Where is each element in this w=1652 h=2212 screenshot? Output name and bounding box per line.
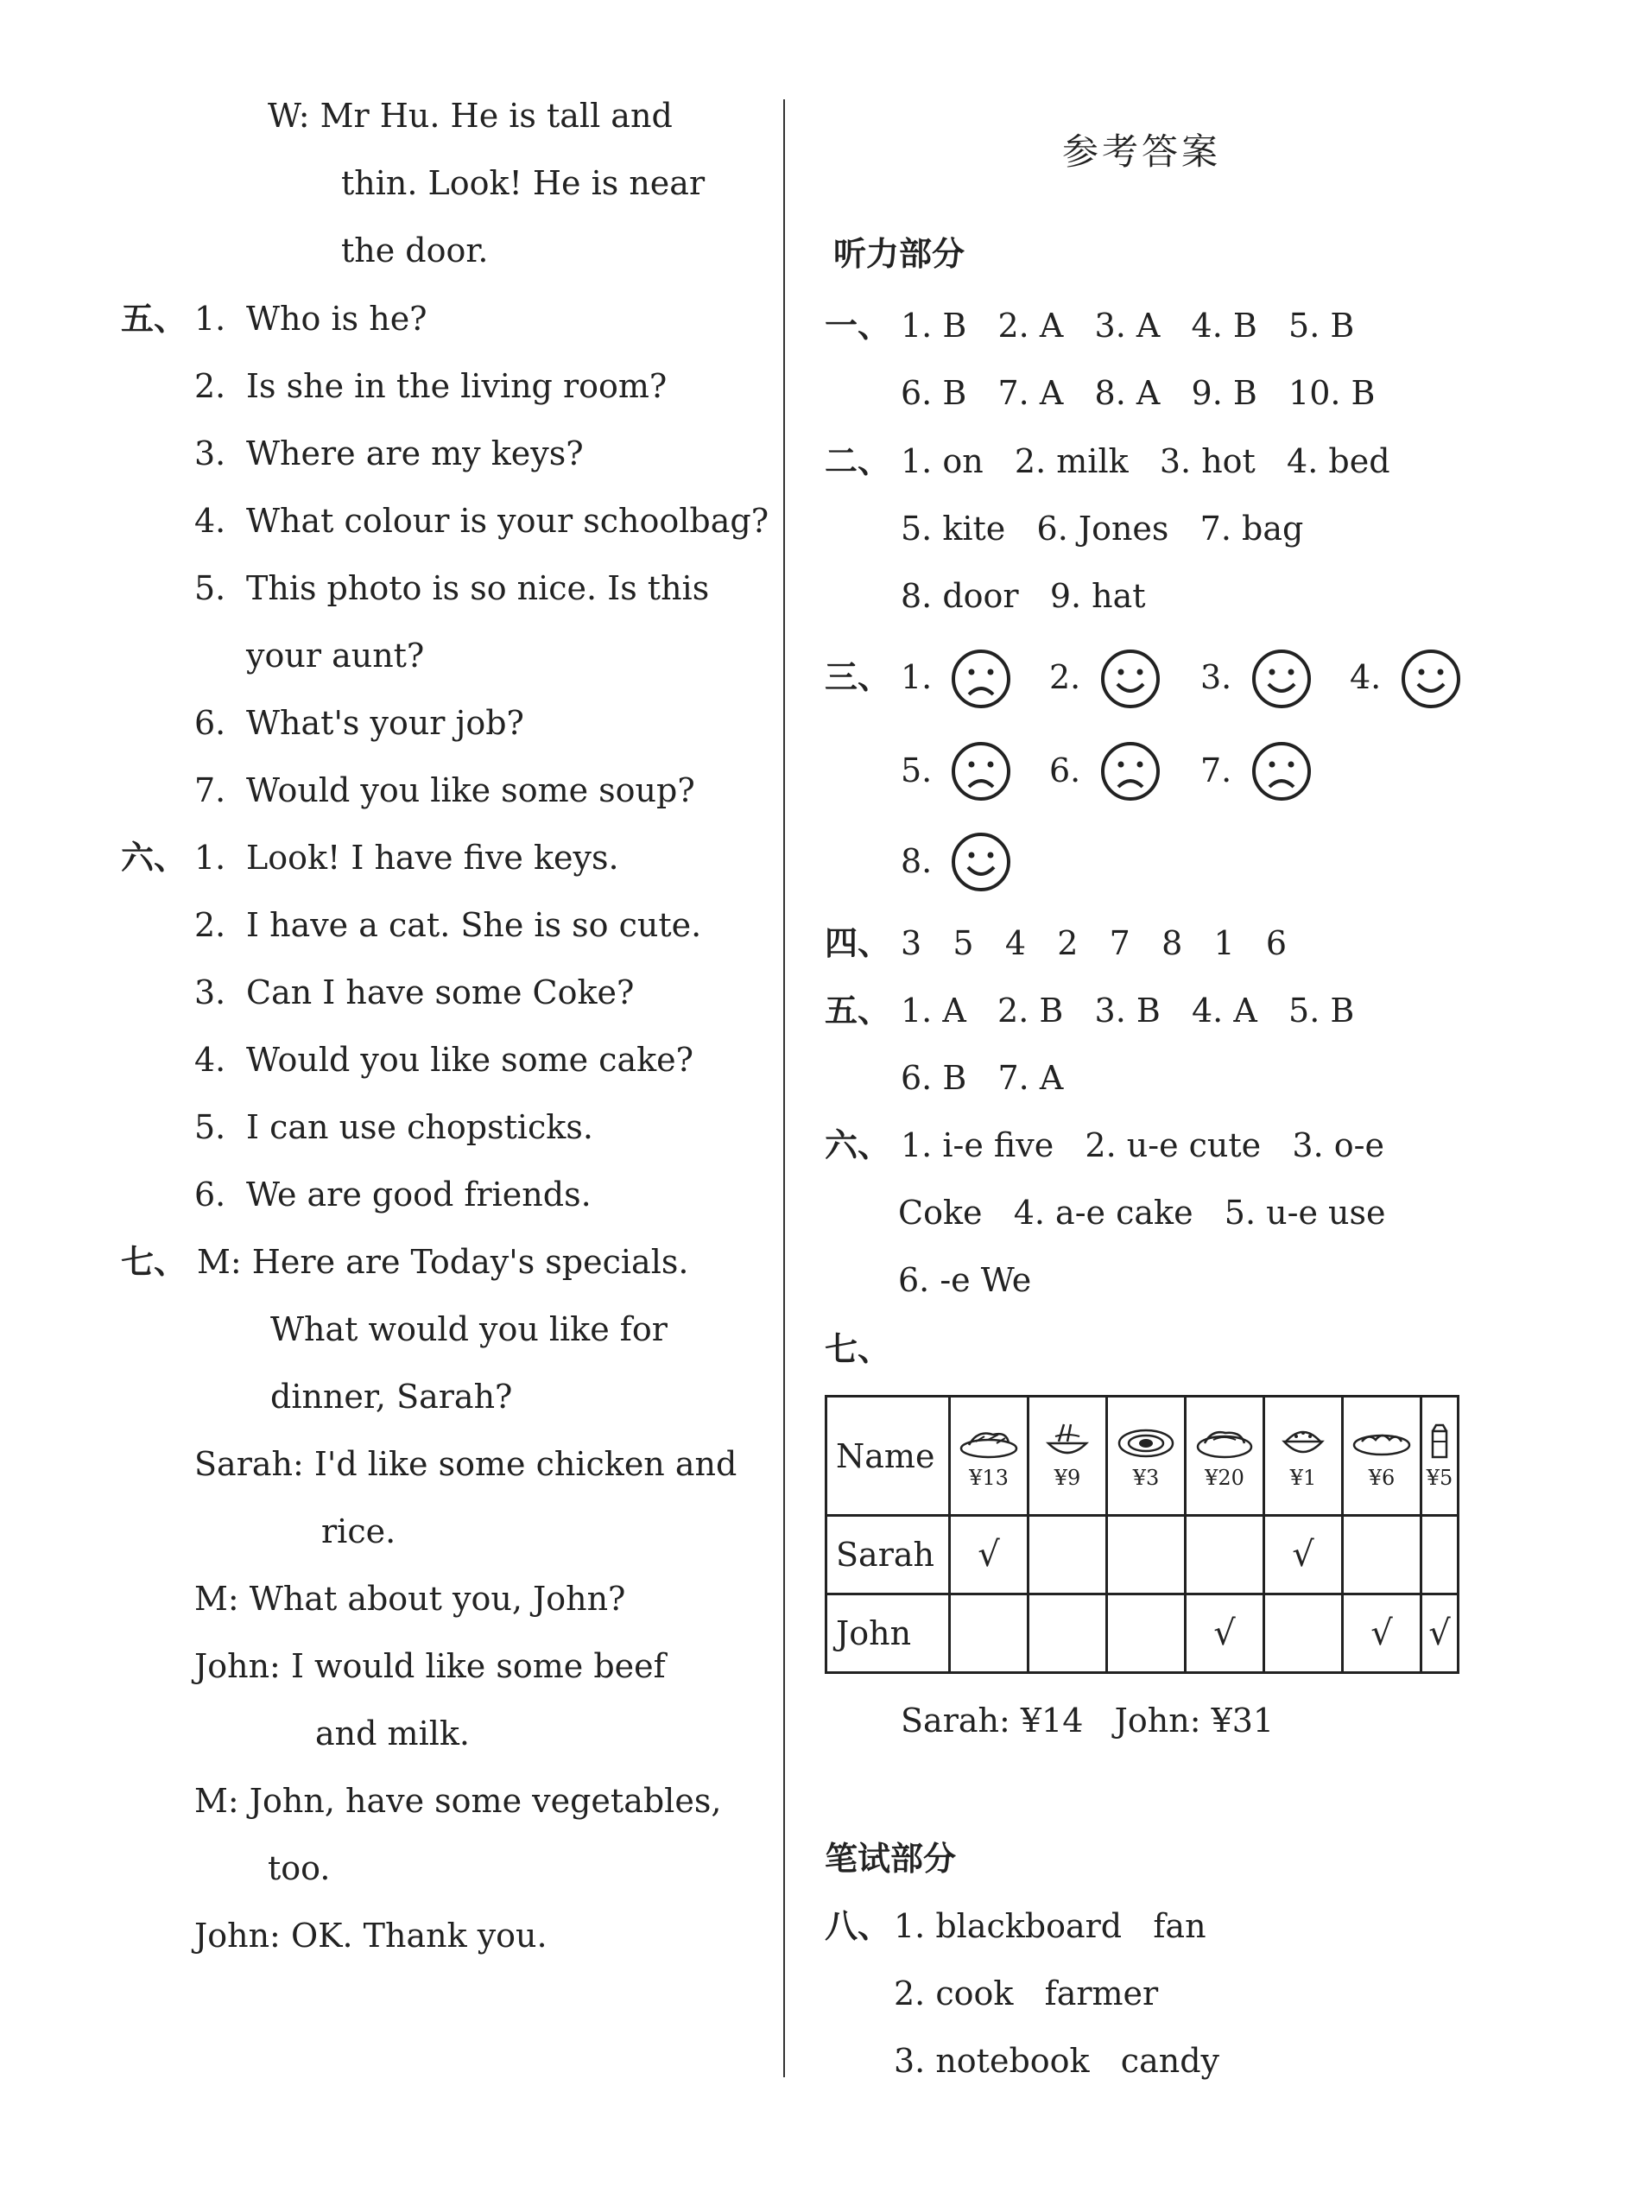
section-4-mark: 四、 bbox=[825, 924, 891, 962]
item-number: 4. bbox=[194, 502, 226, 540]
dialogue-line: Sarah: I'd like some chicken and bbox=[194, 1445, 737, 1483]
dialogue-line: John: OK. Thank you. bbox=[194, 1917, 548, 1955]
item-number: 3. bbox=[1200, 658, 1232, 696]
answer-row: 1. on 2. milk 3. hot 4. bed bbox=[901, 442, 1390, 480]
sentence-text: We are good friends. bbox=[246, 1176, 592, 1214]
name-header: Name bbox=[826, 1397, 950, 1516]
answer-row: 6. B 7. A 8. A 9. B 10. B bbox=[901, 374, 1376, 412]
section-3-mark: 三、 bbox=[825, 658, 891, 696]
sad-face-icon bbox=[950, 740, 1012, 802]
question-text: What's your job? bbox=[246, 704, 524, 742]
item-number: 5. bbox=[194, 1108, 226, 1146]
answer-row: 1. i-e five 2. u-e cute 3. o-e bbox=[901, 1126, 1384, 1164]
food-column-chicken bbox=[950, 1397, 1029, 1516]
price-label: ¥5 bbox=[1426, 1465, 1453, 1490]
dialogue-line: M: What about you, John? bbox=[194, 1580, 626, 1618]
item-number: 3. bbox=[194, 973, 226, 1011]
question-text: your aunt? bbox=[246, 637, 425, 675]
item-number: 3. bbox=[194, 434, 226, 472]
food-column-milk bbox=[1421, 1397, 1459, 1516]
check-cell bbox=[1264, 1594, 1343, 1673]
question-text: Is she in the living room? bbox=[246, 367, 668, 405]
dialogue-line: John: I would like some beef bbox=[194, 1647, 666, 1685]
dialogue-line: the door. bbox=[341, 231, 489, 269]
answer-row: 1. A 2. B 3. B 4. A 5. B bbox=[901, 992, 1355, 1030]
check-cell: √ bbox=[1343, 1594, 1421, 1673]
item-number: 7. bbox=[1200, 751, 1232, 789]
question-text: What colour is your schoolbag? bbox=[246, 502, 769, 540]
happy-face-icon bbox=[1400, 648, 1462, 710]
vegetables-icon bbox=[1351, 1423, 1412, 1461]
chicken-icon bbox=[959, 1423, 1019, 1461]
noodles-icon bbox=[1041, 1423, 1093, 1461]
item-number: 7. bbox=[194, 771, 226, 809]
item-number: 6. bbox=[194, 1176, 226, 1214]
sentence-text: Can I have some Coke? bbox=[246, 973, 635, 1011]
writing-heading: 笔试部分 bbox=[825, 1840, 957, 1878]
answer-row: 3. notebook candy bbox=[894, 2042, 1219, 2080]
answer-row: 2. cook farmer bbox=[894, 1974, 1159, 2012]
item-number: 1. bbox=[194, 839, 226, 877]
item-number: 2. bbox=[1049, 658, 1081, 696]
price-label: ¥20 bbox=[1205, 1465, 1244, 1490]
answer-row: 6. -e We bbox=[898, 1261, 1032, 1299]
dialogue-line: M: Here are Today's specials. bbox=[197, 1243, 689, 1281]
happy-face-icon bbox=[950, 831, 1012, 893]
item-number: 1. bbox=[194, 300, 226, 338]
item-number: 6. bbox=[1049, 751, 1081, 789]
price-label: ¥13 bbox=[969, 1465, 1009, 1490]
question-text: This photo is so nice. Is this bbox=[246, 569, 710, 607]
check-cell: √ bbox=[1186, 1594, 1264, 1673]
milk-icon bbox=[1428, 1423, 1451, 1461]
sad-face-icon bbox=[1250, 740, 1313, 802]
check-cell bbox=[1421, 1516, 1459, 1594]
food-column-egg bbox=[1107, 1397, 1186, 1516]
item-number: 4. bbox=[1350, 658, 1382, 696]
section-2-mark: 二、 bbox=[825, 442, 891, 480]
check-cell: √ bbox=[950, 1516, 1029, 1594]
section-5-mark: 五、 bbox=[825, 992, 891, 1030]
section-5-mark: 五、 bbox=[121, 300, 187, 338]
food-column-beef bbox=[1186, 1397, 1264, 1516]
section-7-mark: 七、 bbox=[121, 1243, 187, 1281]
sentence-text: I can use chopsticks. bbox=[246, 1108, 593, 1146]
order-summary: Sarah: ¥14 John: ¥31 bbox=[901, 1702, 1275, 1740]
check-cell bbox=[1107, 1516, 1186, 1594]
dialogue-line: What would you like for bbox=[270, 1310, 668, 1348]
food-column-noodles bbox=[1029, 1397, 1107, 1516]
dialogue-line: and milk. bbox=[315, 1714, 470, 1752]
price-label: ¥1 bbox=[1289, 1465, 1317, 1490]
order-table bbox=[825, 1395, 1459, 1674]
table-row bbox=[826, 1516, 1459, 1594]
section-6-mark: 六、 bbox=[825, 1126, 891, 1164]
left-column bbox=[0, 0, 790, 2212]
price-label: ¥6 bbox=[1368, 1465, 1396, 1490]
section-8-mark: 八、 bbox=[825, 1907, 891, 1945]
question-text: Would you like some soup? bbox=[246, 771, 695, 809]
sad-face-icon bbox=[950, 648, 1012, 710]
table-row bbox=[826, 1594, 1459, 1673]
check-cell bbox=[1029, 1516, 1107, 1594]
row-name: John bbox=[826, 1594, 950, 1673]
egg-icon bbox=[1116, 1423, 1176, 1461]
dialogue-line: W: Mr Hu. He is tall and bbox=[268, 97, 673, 135]
dialogue-line: thin. Look! He is near bbox=[341, 164, 706, 202]
question-text: Where are my keys? bbox=[246, 434, 584, 472]
check-cell bbox=[950, 1594, 1029, 1673]
answer-row: 1. blackboard fan bbox=[894, 1907, 1206, 1945]
check-cell bbox=[1343, 1516, 1421, 1594]
right-column bbox=[790, 0, 1652, 2212]
happy-face-icon bbox=[1250, 648, 1313, 710]
answer-row: 5. kite 6. Jones 7. bag bbox=[901, 510, 1304, 548]
question-text: Who is he? bbox=[246, 300, 427, 338]
happy-face-icon bbox=[1099, 648, 1161, 710]
section-1-mark: 一、 bbox=[825, 307, 891, 345]
item-number: 5. bbox=[194, 569, 226, 607]
sentence-text: Would you like some cake? bbox=[246, 1041, 693, 1079]
sad-face-icon bbox=[1099, 740, 1161, 802]
food-column-vegetables bbox=[1343, 1397, 1421, 1516]
item-number: 2. bbox=[194, 906, 226, 944]
answer-row: 8. door 9. hat bbox=[901, 577, 1146, 615]
answer-key-title: 参考答案 bbox=[1062, 130, 1222, 173]
section-6-mark: 六、 bbox=[121, 839, 187, 877]
food-column-rice bbox=[1264, 1397, 1343, 1516]
dialogue-line: too. bbox=[268, 1849, 331, 1887]
price-label: ¥9 bbox=[1054, 1465, 1081, 1490]
item-number: 4. bbox=[194, 1041, 226, 1079]
item-number: 5. bbox=[901, 751, 933, 789]
price-label: ¥3 bbox=[1132, 1465, 1160, 1490]
answer-row: 3 5 4 2 7 8 1 6 bbox=[901, 924, 1288, 962]
dialogue-line: rice. bbox=[321, 1512, 396, 1550]
item-number: 6. bbox=[194, 704, 226, 742]
answer-row: 1. B 2. A 3. A 4. B 5. B bbox=[901, 307, 1355, 345]
dialogue-line: dinner, Sarah? bbox=[270, 1378, 513, 1416]
answer-row: Coke 4. a-e cake 5. u-e use bbox=[898, 1194, 1386, 1232]
item-number: 8. bbox=[901, 842, 933, 880]
check-cell: √ bbox=[1264, 1516, 1343, 1594]
item-number: 1. bbox=[901, 658, 933, 696]
row-name: Sarah bbox=[826, 1516, 950, 1594]
sentence-text: Look! I have five keys. bbox=[246, 839, 619, 877]
rice-icon bbox=[1277, 1423, 1329, 1461]
check-cell bbox=[1029, 1594, 1107, 1673]
check-cell bbox=[1186, 1516, 1264, 1594]
sentence-text: I have a cat. She is so cute. bbox=[246, 906, 702, 944]
item-number: 2. bbox=[194, 367, 226, 405]
check-cell: √ bbox=[1421, 1594, 1459, 1673]
listening-heading: 听力部分 bbox=[833, 235, 965, 273]
section-7-mark: 七、 bbox=[825, 1330, 891, 1368]
check-cell bbox=[1107, 1594, 1186, 1673]
answer-row: 6. B 7. A bbox=[901, 1059, 1064, 1097]
beef-icon bbox=[1194, 1423, 1255, 1461]
dialogue-line: M: John, have some vegetables, bbox=[194, 1782, 722, 1820]
